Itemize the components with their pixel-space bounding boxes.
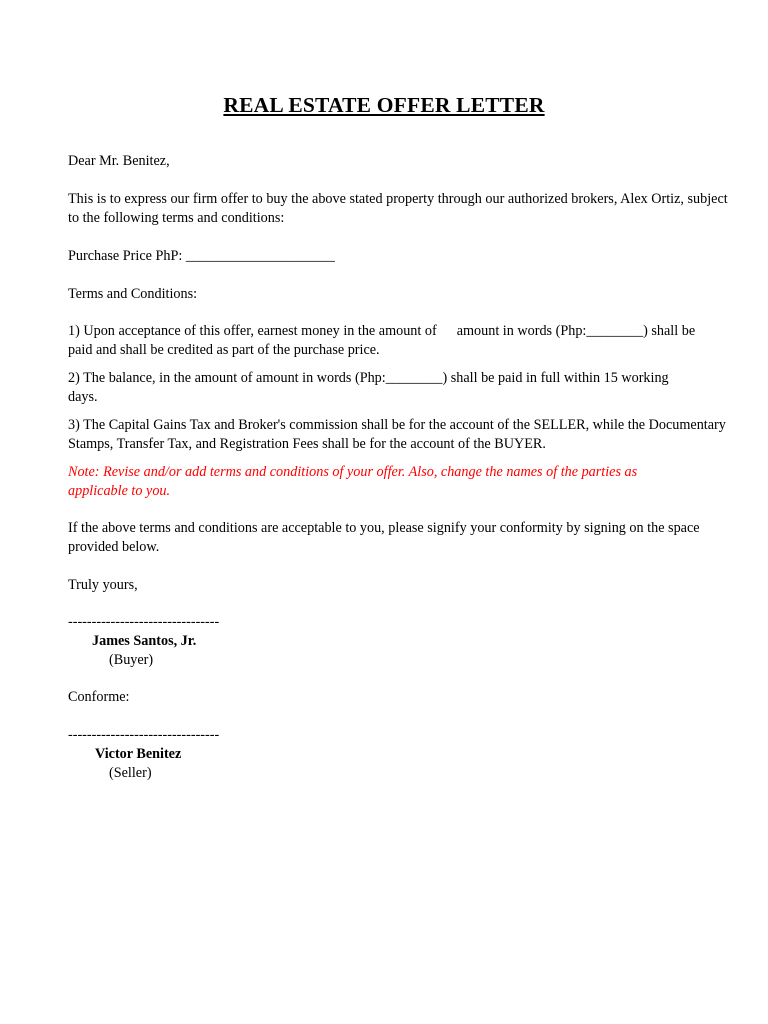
closing-salutation: Truly yours, [68,577,138,593]
term-3 [68,416,726,454]
buyer-name: James Santos, Jr. [92,633,197,649]
document-title: REAL ESTATE OFFER LETTER [223,93,545,117]
term-1-line-2: paid and shall be credited as part of the purchase price. [68,342,380,358]
closing-line-2: provided below. [68,539,160,555]
seller-name: Victor Benitez [95,746,182,762]
term-2 [68,369,718,407]
note-line-2: applicable to you. [68,483,171,499]
revision-note [68,463,718,501]
term-1-line-1b: amount in words (Php:________) shall be [456,323,696,339]
intro-line-1: This is to express our firm offer to buy the above stated property through our authorized brokers, Alex Ortiz, subject [68,191,728,207]
conforme-label: Conforme: [68,689,130,705]
term-1-line-1a: 1) Upon acceptance of this offer, earnest money in the amount of [68,323,437,339]
buyer-signature-line: -------------------------------- [68,614,220,630]
closing-paragraph [68,519,718,557]
intro-paragraph [68,190,728,228]
terms-heading: Terms and Conditions: [68,286,198,302]
intro-line-2: to the following terms and conditions: [68,210,285,226]
term-2-line-1: 2) The balance, in the amount of amount in words (Php:________) shall be paid in full within 15 working [68,370,669,386]
term-1 [68,322,718,360]
closing-line-1: If the above terms and conditions are acceptable to you, please signify your conformity by signing on the space [68,520,700,536]
note-line-1: Note: Revise and/or add terms and conditions of your offer. Also, change the names of the parties as [68,464,638,480]
seller-role: (Seller) [109,765,152,781]
term-2-line-2: days. [68,389,98,405]
buyer-role: (Buyer) [109,652,154,668]
purchase-price-line: Purchase Price PhP: _____________________ [68,248,335,264]
term-1-line-1 [68,322,718,341]
salutation: Dear Mr. Benitez, [68,153,170,169]
term-3-line-2: Stamps, Transfer Tax, and Registration Fees shall be for the account of the BUYER. [68,436,546,452]
term-3-line-1: 3) The Capital Gains Tax and Broker's commission shall be for the account of the SELLER, while the Documentary [68,417,726,433]
seller-signature-line: -------------------------------- [68,727,220,743]
